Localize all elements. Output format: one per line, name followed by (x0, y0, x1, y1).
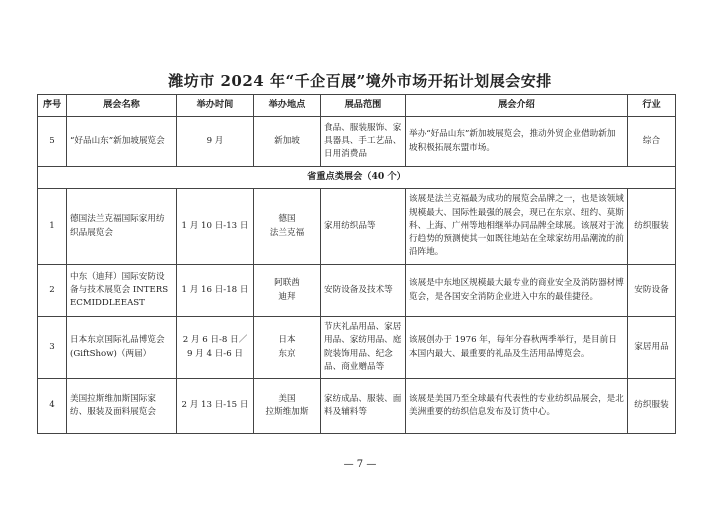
cell-intro: 该展是美国乃至全球最有代表性的专业纺织品展会，是北美洲重要的纺织信息发布及订货中心。 (406, 379, 628, 434)
cell-no: 2 (38, 265, 67, 317)
cell-name: “好品山东”新加坡展览会 (67, 117, 177, 167)
cell-industry: 纺织服装 (628, 189, 676, 265)
cell-scope: 家用纺织品等 (321, 189, 406, 265)
table-row (38, 265, 676, 317)
cell-place: 德国 法兰克福 (254, 189, 321, 265)
header-time: 举办时间 (177, 95, 254, 117)
cell-time: 9 月 (177, 117, 254, 167)
table-row (38, 379, 676, 434)
cell-intro: 该展创办于 1976 年，每年分春秋两季举行，是目前日本国内最大、最重要的礼品及生活用品博览会。 (406, 317, 628, 379)
cell-scope: 节庆礼品用品、家居用品、家纺用品、庭院装饰用品、纪念品、商业赠品等 (321, 317, 406, 379)
cell-scope: 家纺成品、服装、面料及辅料等 (321, 379, 406, 434)
table-row (38, 117, 676, 167)
header-industry: 行业 (628, 95, 676, 117)
table-row (38, 189, 676, 265)
header-scope: 展品范围 (321, 95, 406, 117)
cell-no: 5 (38, 117, 67, 167)
cell-intro: 举办“好品山东”新加坡展览会，推动外贸企业借助新加坡积极拓展东盟市场。 (406, 117, 628, 167)
cell-place: 美国 拉斯维加斯 (254, 379, 321, 434)
header-intro: 展会介绍 (406, 95, 628, 117)
cell-industry: 综合 (628, 117, 676, 167)
table-header-row (38, 95, 676, 117)
header-no: 序号 (38, 95, 67, 117)
cell-time: 1 月 16 日-18 日 (177, 265, 254, 317)
cell-place: 新加坡 (254, 117, 321, 167)
header-place: 举办地点 (254, 95, 321, 117)
cell-place: 日本 东京 (254, 317, 321, 379)
document-title: 潍坊市 2024 年“千企百展”境外市场开拓计划展会安排 (168, 72, 552, 90)
cell-name: 日本东京国际礼品博览会(GiftShow)（两届） (67, 317, 177, 379)
cell-no: 1 (38, 189, 67, 265)
cell-industry: 纺织服装 (628, 379, 676, 434)
cell-no: 3 (38, 317, 67, 379)
cell-name: 美国拉斯维加斯国际家纺、服装及面料展览会 (67, 379, 177, 434)
cell-scope: 安防设备及技术等 (321, 265, 406, 317)
cell-time: 2 月 13 日-15 日 (177, 379, 254, 434)
exhibition-table (37, 94, 676, 434)
cell-time: 2 月 6 日-8 日／9 月 4 日-6 日 (177, 317, 254, 379)
header-name: 展会名称 (67, 95, 177, 117)
cell-industry: 家居用品 (628, 317, 676, 379)
cell-industry: 安防设备 (628, 265, 676, 317)
cell-intro: 该展是中东地区规模最大最专业的商业安全及消防器材博览会，是各国安全消防企业进入中东的最佳捷径。 (406, 265, 628, 317)
page-number: — 7 — (343, 459, 377, 470)
cell-scope: 食品、服装服饰、家具器具、手工艺品、日用消费品 (321, 117, 406, 167)
cell-name: 德国法兰克福国际家用纺织品展览会 (67, 189, 177, 265)
table-row (38, 317, 676, 379)
cell-no: 4 (38, 379, 67, 434)
cell-name: 中东（迪拜）国际安防设备与技术展览会 INTERSECMIDDLEEAST (67, 265, 177, 317)
cell-place: 阿联酋 迪拜 (254, 265, 321, 317)
section-row (38, 167, 676, 189)
section-label: 省重点类展会（40 个） (38, 167, 676, 189)
cell-time: 1 月 10 日-13 日 (177, 189, 254, 265)
cell-intro: 该展是法兰克福最为成功的展览会品牌之一，也是该领域规模最大、国际性最强的展会，现已在东京、纽约、莫斯科、上海、广州等地相继举办同品牌全球展。该展对于流行趋势的预测使其一如既往地站在全球家纺用品潮流的前沿阵地。 (406, 189, 628, 265)
